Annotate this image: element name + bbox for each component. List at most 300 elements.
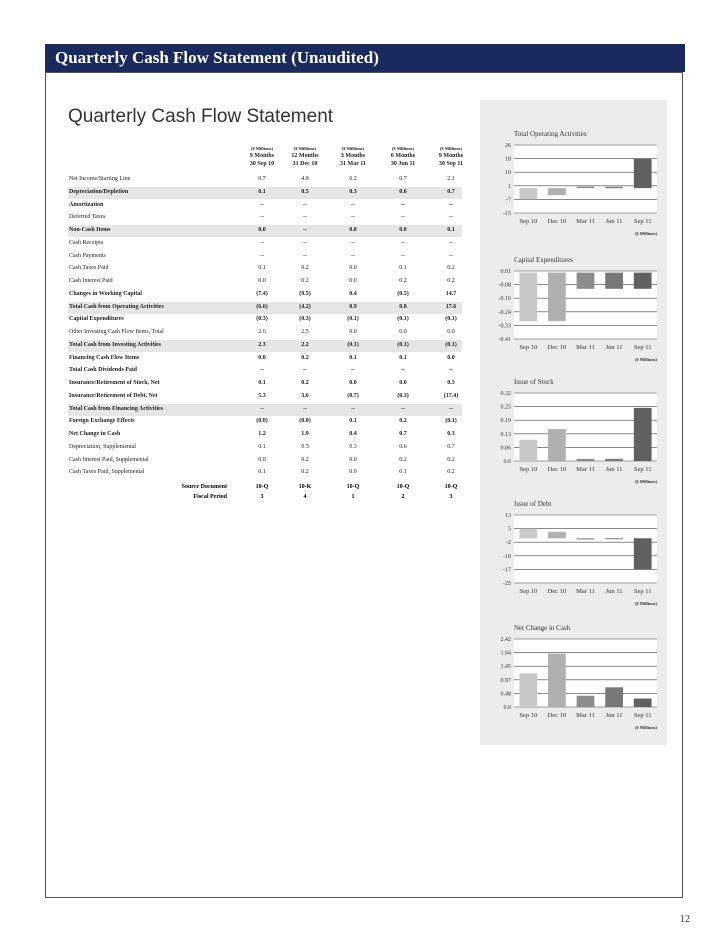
category-label: Mar 11 xyxy=(576,712,595,719)
footer-value: 10-Q xyxy=(255,484,269,490)
tick-label: 0.0 xyxy=(503,459,511,465)
row-value: 0.2 xyxy=(447,265,455,272)
row-value: 0.9 xyxy=(349,303,357,310)
row-value: 2.5 xyxy=(301,329,309,335)
row-value: 0.3 xyxy=(349,188,357,195)
row-value: -- xyxy=(401,239,405,246)
column-unit: ($ Millions) xyxy=(439,146,463,151)
tick-label: 2.42 xyxy=(500,637,511,643)
row-value: -- xyxy=(260,252,264,259)
row-value: 0.2 xyxy=(301,456,309,463)
column-unit: ($ Millions) xyxy=(250,146,274,151)
bar xyxy=(548,188,566,195)
row-value: (4.2) xyxy=(299,303,311,310)
row-label: Cash Interest Paid, Supplemental xyxy=(69,456,149,463)
table-row xyxy=(68,442,462,454)
tick-label: 0.0 xyxy=(503,705,511,711)
chart-unit: ($ Millions) xyxy=(634,725,657,730)
row-label: Insurance/Retirement of Debt, Net xyxy=(69,392,158,399)
row-value: 0.0 xyxy=(349,227,357,233)
row-value: -- xyxy=(351,367,355,374)
table-row xyxy=(68,238,462,250)
row-value: 0.7 xyxy=(399,431,407,437)
category-label: Dec 10 xyxy=(547,466,567,473)
table-row xyxy=(68,467,462,479)
column-unit: ($ Millions) xyxy=(391,146,415,151)
row-value: 0.0 xyxy=(349,265,357,272)
row-label: Deferred Taxes xyxy=(69,214,106,221)
row-label: Depreciation/Depletion xyxy=(69,188,129,195)
chart-title: Net Change in Cash xyxy=(514,624,571,632)
row-value: -- xyxy=(351,214,355,221)
column-header xyxy=(242,145,282,168)
bar xyxy=(605,687,623,707)
row-label: Cash Taxes Paid xyxy=(69,265,109,272)
table-row xyxy=(68,174,462,186)
row-label: Cash Interest Paid xyxy=(69,278,113,284)
bar xyxy=(577,187,595,188)
chart-title: Total Operating Activities xyxy=(514,130,587,138)
table-row xyxy=(68,276,462,288)
row-value: -- xyxy=(351,239,355,246)
footer-value: 10-Q xyxy=(396,484,410,490)
column-period: 6 Months xyxy=(390,153,416,159)
row-value: -- xyxy=(449,201,453,208)
row-value: 0.0 xyxy=(349,278,357,284)
table-row xyxy=(68,340,462,352)
row-value: 0.7 xyxy=(447,443,455,450)
bar xyxy=(605,538,623,539)
row-label: Cash Payments xyxy=(69,252,106,259)
category-label: Mar 11 xyxy=(576,588,595,595)
category-label: Sep 10 xyxy=(519,588,538,595)
table-row xyxy=(68,429,462,441)
tick-label: -25 xyxy=(503,581,511,587)
row-value: 0.2 xyxy=(447,469,455,476)
chart-title: Issue of Debt xyxy=(514,500,552,508)
column-header xyxy=(333,145,373,168)
tick-label: 0.13 xyxy=(500,431,511,438)
row-value: -- xyxy=(260,367,264,374)
chart-unit: ($ Millions) xyxy=(634,601,657,606)
footer-value: 2 xyxy=(401,494,405,500)
column-header xyxy=(285,145,325,168)
row-value: 0.8 xyxy=(399,303,407,310)
bar xyxy=(605,187,623,188)
row-value: 2.2 xyxy=(301,341,309,348)
column-date: 31 Mar 11 xyxy=(340,161,366,167)
tick-label: 0.25 xyxy=(500,404,511,411)
row-value: 0.0 xyxy=(349,469,357,476)
row-label: Amortization xyxy=(69,201,104,208)
chart-1 xyxy=(480,254,667,376)
row-value: -- xyxy=(351,405,355,412)
row-value: (0.0) xyxy=(299,418,311,425)
row-value: 0.0 xyxy=(447,354,455,361)
row-value: 0.7 xyxy=(447,188,455,195)
row-value: 0.0 xyxy=(349,456,357,463)
row-value: 0.2 xyxy=(399,456,407,463)
table-row xyxy=(68,314,462,326)
row-value: 0.2 xyxy=(301,265,309,272)
row-value: (0.1) xyxy=(445,316,457,323)
row-value: -- xyxy=(401,367,405,374)
row-value: 0.2 xyxy=(399,278,407,284)
page-number: 12 xyxy=(680,914,690,925)
row-label: Non-Cash Items xyxy=(69,227,111,233)
table-row xyxy=(68,212,462,224)
row-value: 0.0 xyxy=(447,329,455,335)
chart-unit: ($ Millions) xyxy=(634,231,657,236)
category-label: Mar 11 xyxy=(576,344,595,351)
row-value: 0.0 xyxy=(258,354,266,361)
row-value: 5.3 xyxy=(258,392,266,399)
category-label: Sep 10 xyxy=(519,712,538,719)
row-value: 17.6 xyxy=(445,303,457,310)
row-value: 0.4 xyxy=(349,290,357,297)
table-footer-row xyxy=(68,494,462,504)
bar xyxy=(519,529,537,538)
table-row xyxy=(68,289,462,301)
tick-label: 26 xyxy=(505,143,511,149)
chart-0 xyxy=(480,128,667,250)
row-value: -- xyxy=(401,201,405,208)
row-value: (0.3) xyxy=(299,316,311,323)
bar xyxy=(634,273,652,289)
row-value: 0.2 xyxy=(301,469,309,476)
row-label: Depreciation, Supplemental xyxy=(69,443,136,450)
tick-label: 1 xyxy=(508,183,511,190)
row-value: 0.0 xyxy=(258,278,266,284)
category-label: Jun 11 xyxy=(605,344,623,351)
category-label: Jun 11 xyxy=(605,712,623,719)
row-value: 0.0 xyxy=(399,227,407,233)
bar xyxy=(634,538,652,569)
row-value: 0.7 xyxy=(399,176,407,182)
row-value: 0.1 xyxy=(258,188,266,195)
row-value: -- xyxy=(303,227,307,233)
row-value: 0.1 xyxy=(349,354,357,361)
bar xyxy=(634,159,652,188)
row-value: -- xyxy=(351,201,355,208)
row-value: (0.0) xyxy=(256,418,268,425)
tick-label: 0.06 xyxy=(500,445,511,452)
row-value: 0.2 xyxy=(301,278,309,284)
row-value: 0.0 xyxy=(258,456,266,463)
footer-value: 10-Q xyxy=(444,484,458,490)
row-value: -- xyxy=(260,405,264,412)
page-header-bar xyxy=(45,44,685,72)
chart-title: Issue of Stock xyxy=(514,378,554,386)
row-value: -- xyxy=(260,214,264,221)
row-value: (0.3) xyxy=(397,392,409,399)
tick-label: -0.08 xyxy=(498,282,511,289)
row-value: 0.6 xyxy=(399,443,407,450)
row-value: 0.2 xyxy=(301,354,309,361)
table-row xyxy=(68,302,462,314)
row-value: 0.2 xyxy=(447,278,455,284)
tick-label: 13 xyxy=(505,513,511,519)
row-value: -- xyxy=(303,239,307,246)
row-label: Cash Taxes Paid, Supplemental xyxy=(69,469,145,476)
category-label: Dec 10 xyxy=(547,588,567,595)
row-value: (0.1) xyxy=(445,341,457,348)
category-label: Mar 11 xyxy=(576,466,595,473)
footer-value: 10-K xyxy=(298,484,312,490)
category-label: Dec 10 xyxy=(547,218,567,225)
bar xyxy=(577,538,595,539)
row-label: Net Income/Starting Line xyxy=(69,176,131,182)
category-label: Sep 11 xyxy=(633,344,652,351)
bar xyxy=(519,188,537,199)
table-row xyxy=(68,378,462,390)
bar xyxy=(548,532,566,538)
table-row xyxy=(68,353,462,365)
table-row xyxy=(68,404,462,416)
tick-label: -7 xyxy=(506,197,511,204)
chart-unit: ($ Millions) xyxy=(634,479,657,484)
row-value: 0.0 xyxy=(399,329,407,335)
bar xyxy=(605,273,623,289)
row-label: Financing Cash Flow Items xyxy=(69,354,140,361)
row-label: Changes in Working Capital xyxy=(69,290,143,297)
row-value: 2.1 xyxy=(447,176,455,182)
tick-label: 5 xyxy=(508,526,511,533)
column-period: 12 Months xyxy=(291,153,319,159)
row-value: 0.0 xyxy=(349,329,357,335)
row-value: 0.5 xyxy=(301,188,309,195)
row-value: (0.3) xyxy=(256,316,268,323)
footer-value: 10-Q xyxy=(346,484,360,490)
chart-3 xyxy=(480,498,667,620)
row-value: (0.1) xyxy=(347,341,359,348)
row-value: (7.4) xyxy=(256,290,268,297)
tick-label: 0.19 xyxy=(500,418,511,425)
footer-label: Source Document xyxy=(181,484,227,490)
row-value: 0.6 xyxy=(399,188,407,195)
bar xyxy=(577,696,595,707)
row-value: 0.2 xyxy=(301,380,309,386)
bar xyxy=(548,654,566,707)
table-row xyxy=(68,365,462,377)
footer-value: 3 xyxy=(449,494,453,500)
row-value: 0.1 xyxy=(258,380,266,386)
row-value: -- xyxy=(401,214,405,221)
table-row xyxy=(68,187,462,199)
tick-label: 0.01 xyxy=(500,269,511,275)
tick-label: 0.32 xyxy=(500,391,511,397)
row-value: 0.2 xyxy=(349,176,357,182)
tick-label: -0.41 xyxy=(498,337,511,343)
row-value: -- xyxy=(260,239,264,246)
chart-2 xyxy=(480,376,667,498)
bar xyxy=(519,273,537,322)
bar xyxy=(548,429,566,461)
tick-label: 10 xyxy=(505,170,511,177)
row-value: (17.4) xyxy=(443,392,459,399)
row-value: 0.3 xyxy=(447,380,455,386)
row-value: -- xyxy=(449,239,453,246)
column-date: 30 Sep 11 xyxy=(438,161,463,167)
category-label: Sep 11 xyxy=(633,588,652,595)
row-label: Total Cash Dividends Paid xyxy=(69,367,137,374)
tick-label: -15 xyxy=(503,211,511,217)
row-value: -- xyxy=(401,405,405,412)
bar xyxy=(634,699,652,707)
row-label: Net Change in Cash xyxy=(69,431,121,437)
row-value: (0.1) xyxy=(445,418,457,425)
table-row xyxy=(68,263,462,275)
row-label: Insurance/Retirement of Stock, Net xyxy=(69,380,160,386)
column-date: 31 Dec 10 xyxy=(292,161,318,167)
chart-4 xyxy=(480,622,667,744)
row-value: 0.2 xyxy=(447,456,455,463)
chart-title: Capital Expenditures xyxy=(514,256,573,264)
tick-label: 1.45 xyxy=(500,664,511,671)
row-value: (0.1) xyxy=(347,316,359,323)
column-header xyxy=(431,145,471,168)
row-value: -- xyxy=(351,252,355,259)
tick-label: 0.48 xyxy=(500,691,511,698)
category-label: Sep 11 xyxy=(633,218,652,225)
table-footer-row xyxy=(68,484,462,494)
row-label: Total Cash from Investing Activities xyxy=(69,341,162,348)
row-value: (9.5) xyxy=(299,290,311,297)
category-label: Mar 11 xyxy=(576,218,595,225)
row-value: -- xyxy=(303,201,307,208)
row-value: 2.3 xyxy=(258,341,266,348)
table-row xyxy=(68,455,462,467)
row-value: (0.7) xyxy=(347,392,359,399)
row-value: 0.1 xyxy=(258,443,266,450)
tick-label: 18 xyxy=(505,156,511,163)
row-value: 1.9 xyxy=(301,431,309,437)
table-row xyxy=(68,225,462,237)
category-label: Sep 11 xyxy=(633,712,652,719)
column-period: 9 Months xyxy=(438,153,464,159)
bar xyxy=(577,273,595,289)
row-value: 0.1 xyxy=(399,265,407,272)
footer-value: 3 xyxy=(260,494,264,500)
table-row xyxy=(68,391,462,403)
row-label: Foreign Exchange Effects xyxy=(69,418,135,425)
row-value: 0.1 xyxy=(399,354,407,361)
column-unit: ($ Millions) xyxy=(341,146,365,151)
row-value: 1.2 xyxy=(258,431,266,437)
column-date: 30 Jun 11 xyxy=(390,161,416,167)
row-value: 0.1 xyxy=(258,265,266,272)
page-header-title: Quarterly Cash Flow Statement (Unaudited) xyxy=(55,48,379,67)
tick-label: -2 xyxy=(506,540,511,547)
row-value: 0.5 xyxy=(301,443,309,450)
row-value: 0.4 xyxy=(349,431,357,437)
row-value: -- xyxy=(401,252,405,259)
row-value: 0.2 xyxy=(399,418,407,425)
row-value: (6.6) xyxy=(256,303,268,310)
footer-value: 4 xyxy=(303,494,307,500)
row-value: 4.8 xyxy=(301,176,309,182)
table-row xyxy=(68,416,462,428)
row-value: -- xyxy=(303,405,307,412)
row-label: Other Investing Cash Flow Items, Total xyxy=(69,329,164,335)
column-period: 9 Months xyxy=(249,153,275,159)
bar xyxy=(519,440,537,461)
bar xyxy=(548,273,566,322)
row-value: -- xyxy=(260,201,264,208)
category-label: Jun 11 xyxy=(605,588,623,595)
row-label: Total Cash from Financing Activities xyxy=(69,405,164,412)
row-value: -- xyxy=(449,367,453,374)
bar xyxy=(634,408,652,461)
row-value: 0.3 xyxy=(349,443,357,450)
row-value: 14.7 xyxy=(445,290,457,297)
category-label: Sep 10 xyxy=(519,344,538,351)
row-value: 0.0 xyxy=(258,227,266,233)
category-label: Dec 10 xyxy=(547,712,567,719)
row-value: (0.1) xyxy=(397,316,409,323)
row-value: (0.5) xyxy=(397,290,409,297)
row-label: Capital Expenditures xyxy=(69,316,124,323)
tick-label: 1.94 xyxy=(500,650,511,657)
tick-label: -0.24 xyxy=(498,309,511,316)
table-row xyxy=(68,251,462,263)
footer-value: 1 xyxy=(351,494,355,500)
row-value: -- xyxy=(303,252,307,259)
bar xyxy=(519,673,537,707)
row-value: -- xyxy=(449,214,453,221)
column-header xyxy=(383,145,423,168)
table-row xyxy=(68,200,462,212)
category-label: Sep 10 xyxy=(519,466,538,473)
row-value: -- xyxy=(449,405,453,412)
row-value: 0.1 xyxy=(399,469,407,476)
row-value: -- xyxy=(449,252,453,259)
row-value: 0.0 xyxy=(349,380,357,386)
row-value: 0.1 xyxy=(349,418,357,425)
chart-unit: ($ Millions) xyxy=(634,357,657,362)
row-value: -- xyxy=(303,367,307,374)
row-value: 3.6 xyxy=(301,392,309,399)
tick-label: 0.97 xyxy=(500,677,511,684)
tick-label: -0.16 xyxy=(498,296,511,303)
row-value: 0.0 xyxy=(399,380,407,386)
row-value: 2.6 xyxy=(258,329,266,335)
bar xyxy=(577,459,595,461)
category-label: Dec 10 xyxy=(547,344,567,351)
bar xyxy=(605,459,623,461)
category-label: Sep 10 xyxy=(519,218,538,225)
footer-label: Fiscal Period xyxy=(193,494,227,500)
table-row xyxy=(68,327,462,339)
column-period: 3 Months xyxy=(340,153,366,159)
row-label: Cash Receipts xyxy=(69,239,104,246)
statement-title: Quarterly Cash Flow Statement xyxy=(68,106,334,127)
column-unit: ($ Millions) xyxy=(293,146,317,151)
row-value: (0.1) xyxy=(397,341,409,348)
row-value: 0.3 xyxy=(447,431,455,437)
tick-label: -10 xyxy=(503,553,511,560)
row-label: Total Cash from Operating Activities xyxy=(69,303,164,310)
row-value: 0.7 xyxy=(258,176,266,182)
row-value: 0.1 xyxy=(447,227,455,233)
tick-label: -17 xyxy=(503,567,511,574)
category-label: Sep 11 xyxy=(633,466,652,473)
tick-label: -0.33 xyxy=(498,323,511,330)
row-value: -- xyxy=(303,214,307,221)
category-label: Jun 11 xyxy=(605,218,623,225)
category-label: Jun 11 xyxy=(605,466,623,473)
row-value: 0.1 xyxy=(258,469,266,476)
